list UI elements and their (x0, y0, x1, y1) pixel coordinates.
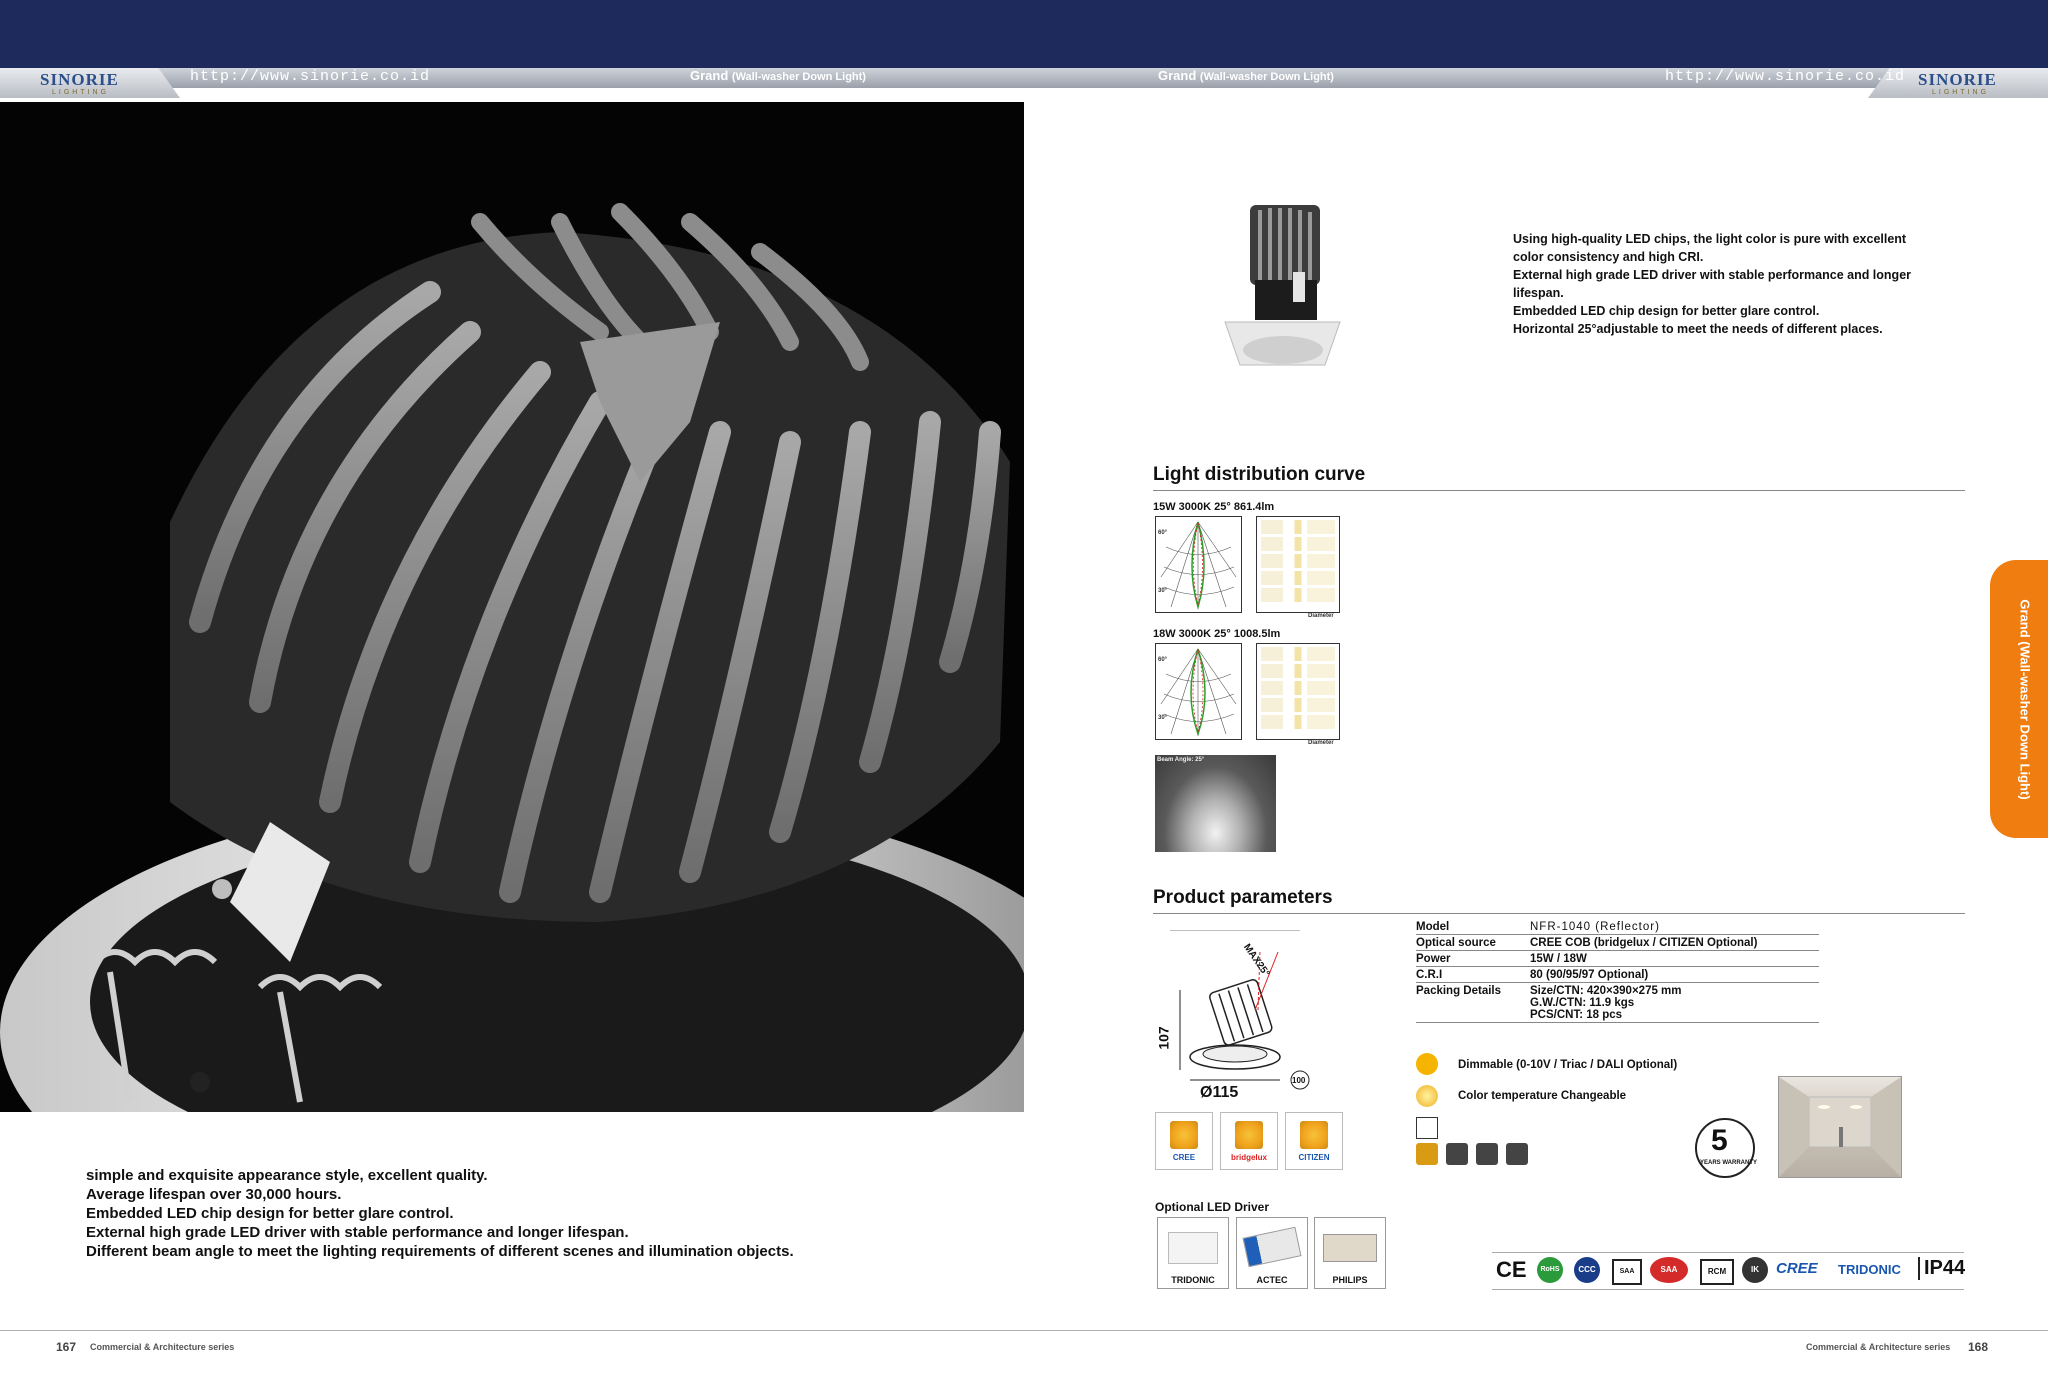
color-temp-icon (1416, 1085, 1438, 1107)
polar-angle-label: 60° (1158, 530, 1168, 536)
rcm-icon: RCM (1700, 1259, 1734, 1285)
max-angle-label: MAX25° (1240, 942, 1272, 979)
table-row (1416, 951, 1819, 967)
feature-line: Embedded LED chip design for better glare control. (86, 1205, 454, 1222)
saa-approved-icon: SAA (1650, 1257, 1688, 1283)
dimmable-label: Dimmable (0-10V / Triac / DALI Optional) (1458, 1059, 1678, 1071)
ip44-badge: IP44 (1918, 1257, 1965, 1280)
series-label-right: Commercial & Architecture series (1806, 1342, 1951, 1352)
series-label-left: Commercial & Architecture series (90, 1342, 235, 1352)
driver-card-tridonic: TRIDONIC (1157, 1217, 1229, 1289)
param-key: Optical source (1416, 935, 1530, 951)
beam-caption: Beam Angle: 25° (1157, 757, 1205, 763)
lux-table-2 (1256, 643, 1340, 740)
footer-rule-left (0, 1330, 1024, 1331)
description-line: Using high-quality LED chips, the light color is pure with excellent (1513, 232, 1907, 246)
lux-footer-1: Diameter (1308, 613, 1334, 619)
url-right[interactable]: http://www.sinorie.co.id (1665, 68, 1906, 85)
lux-footer-2: Diameter (1308, 740, 1334, 746)
param-key: C.R.I (1416, 967, 1530, 983)
product-thumbnail (1205, 200, 1355, 370)
ik-icon: IK (1742, 1257, 1768, 1283)
warranty-years: 5 (1711, 1124, 1728, 1157)
page-number-left: 167 (56, 1340, 77, 1354)
polar-angle-label: 60° (1158, 657, 1168, 663)
chip-card-bridgelux: bridgelux (1220, 1112, 1278, 1170)
curve-caption-2: 18W 3000K 25° 1008.5lm (1153, 628, 1281, 640)
feature-line: Different beam angle to meet the lighting requirements of different scenes and illumination objects. (86, 1243, 794, 1260)
driver-card-philips: PHILIPS (1314, 1217, 1386, 1289)
cct-swatch-icon (1476, 1143, 1498, 1165)
polar-curve-2 (1155, 643, 1242, 740)
param-key: Model (1416, 919, 1530, 935)
param-value: 15W / 18W (1530, 951, 1819, 967)
dimension-cutout: 100 (1292, 1076, 1306, 1085)
dimension-diameter: Ø115 (1200, 1084, 1239, 1101)
footer-rule-right (1024, 1330, 2048, 1331)
params-table-wrapper (1416, 919, 1819, 1023)
side-tab-label: Grand (Wall-washer Down Light) (2017, 598, 2033, 800)
dimmable-icon (1416, 1053, 1438, 1075)
description-line: External high grade LED driver with stable performance and longer (1513, 268, 1912, 282)
cct-swatch-icon (1416, 1143, 1438, 1165)
polar-curve-1 (1155, 516, 1242, 613)
header-title-right: Grand (Wall-washer Down Light) (1158, 68, 1334, 83)
params-heading: Product parameters (1153, 887, 1333, 908)
tridonic-logo-icon: TRIDONIC (1838, 1262, 1901, 1277)
cct-swatch-icon (1446, 1143, 1468, 1165)
table-row (1416, 935, 1819, 951)
param-key: Packing Details (1416, 983, 1530, 1023)
table-row (1416, 983, 1819, 1023)
installation-photo (1778, 1076, 1902, 1178)
table-row (1416, 919, 1819, 935)
curve-caption-1: 15W 3000K 25° 861.4lm (1153, 501, 1275, 513)
curve-heading-rule (1153, 490, 1965, 491)
polar-angle-label: 30° (1158, 715, 1168, 721)
feature-list (86, 1166, 794, 1261)
logo-right: SINORIE (1918, 70, 1997, 89)
lux-table-1 (1256, 516, 1340, 613)
param-value: NFR-1040 (Reflector) (1530, 919, 1819, 935)
url-left[interactable]: http://www.sinorie.co.id (190, 68, 431, 85)
saa-icon: SAA (1612, 1259, 1642, 1285)
description-line: Embedded LED chip design for better glare control. (1513, 304, 1820, 318)
chip-card-cree: CREE (1155, 1112, 1213, 1170)
polar-angle-label: 30° (1158, 588, 1168, 594)
warranty-label: YEARS WARRANTY (1700, 1160, 1758, 1166)
rohs-icon: RoHS (1537, 1257, 1563, 1283)
description-line: Horizontal 25°adjustable to meet the needs of different places. (1513, 322, 1883, 336)
beam-effect-photo (1155, 755, 1276, 852)
cree-logo-icon: CREE (1776, 1260, 1818, 1277)
dimension-height: 107 (1155, 1026, 1172, 1050)
logo-right-sub: LIGHTING (1932, 89, 1990, 96)
param-value: Size/CTN: 420×390×275 mm G.W./CTN: 11.9 kgs PCS/CNT: 18 pcs (1530, 983, 1819, 1023)
feature-line: Average lifespan over 30,000 hours. (86, 1186, 342, 1203)
ccc-icon: CCC (1574, 1257, 1600, 1283)
adjustable-icon (1416, 1117, 1438, 1139)
side-tab-label-wrapper (1990, 560, 2048, 838)
curve-heading: Light distribution curve (1153, 464, 1366, 485)
product-description (1513, 230, 1933, 338)
param-value: CREE COB (bridgelux / CITIZEN Optional) (1530, 935, 1819, 951)
color-temp-label: Color temperature Changeable (1458, 1090, 1627, 1102)
cct-swatch-icon (1506, 1143, 1528, 1165)
hero-product-photo (0, 102, 1024, 1112)
ce-mark-icon: CE (1496, 1257, 1527, 1282)
description-line: color consistency and high CRI. (1513, 250, 1704, 264)
logo-left-sub: LIGHTING (52, 89, 110, 96)
description-line: lifespan. (1513, 286, 1564, 300)
feature-line: simple and exquisite appearance style, excellent quality. (86, 1167, 488, 1184)
param-value: 80 (90/95/97 Optional) (1530, 967, 1819, 983)
logo-left: SINORIE (40, 70, 119, 89)
params-table (1416, 919, 1819, 1023)
feature-line: External high grade LED driver with stable performance and longer lifespan. (86, 1224, 629, 1241)
table-row (1416, 967, 1819, 983)
header-bar (0, 0, 2048, 68)
header-title-left: Grand (Wall-washer Down Light) (690, 68, 866, 83)
driver-card-actec: ACTEC (1236, 1217, 1308, 1289)
param-key: Power (1416, 951, 1530, 967)
chip-card-citizen: CITIZEN (1285, 1112, 1343, 1170)
params-heading-rule (1153, 913, 1965, 914)
driver-heading: Optional LED Driver (1155, 1200, 1270, 1214)
page-number-right: 168 (1968, 1340, 1989, 1354)
